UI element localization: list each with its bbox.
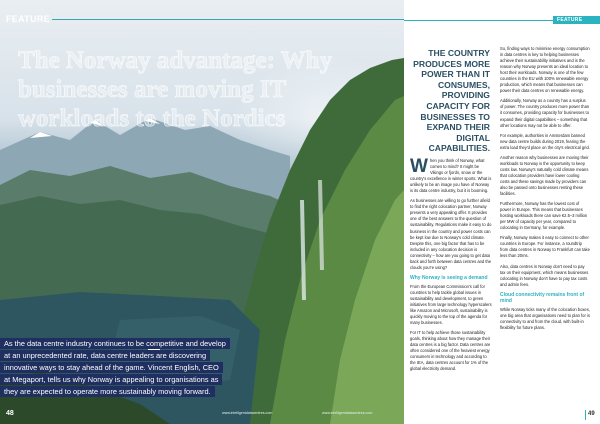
article-column-2 <box>500 46 590 335</box>
article-paragraph: For example, authorities in Amsterdam banned new data centre builds during 2019, fearing the extra load they'd place on the city's electrical grid. <box>500 132 590 150</box>
section-tag-right: FEATURE <box>553 16 600 24</box>
article-paragraph: Also, data centres in Norway don't need to pay tax on their equipment, which means businesses colocating in Norway don't have to pay tax costs and admin fees. <box>500 263 589 287</box>
footer-url-right: www.intelligentdatacentres.com <box>322 411 373 415</box>
drop-cap: W <box>410 156 428 177</box>
article-paragraph <box>410 158 493 194</box>
standfirst <box>0 338 330 398</box>
article-paragraph: As businesses are willing to go further afield to find the right colocation partner, Norway presents a very appealing offer. It provides one of the best answers to the question of sustainability. Regulations make it easy to do business in the country and power costs can be kept low due to Norway's cold climate. Despite this, one big factor that has to be included in any colocation decision is connectivity – how are you going to get data back and forth between data centres and the clouds you're using? <box>410 198 492 270</box>
article-subhead: Cloud connectivity remains front of mind <box>500 291 585 304</box>
article-paragraph: Furthermore, Norway has the lowest cost of power in Europe. This means that businesses hosting workloads there can save €2.5–3 million per MW of capacity per year, compared to colocating in Germany, for example. <box>500 201 588 231</box>
page-number-right: 49 <box>588 411 595 417</box>
standfirst-line: innovative ways to stay ahead of the game. Vincent English, CEO <box>0 362 223 373</box>
article-paragraph-text: hen you think of Norway, what comes to mind? It might be Vikings or fjords, snow or the country's excellence in winter sports. What is unlikely to be an image you have of Norway is its data centre industry, but it is booming. <box>410 158 492 194</box>
article-paragraph: Finally, Norway makes it easy to connect to other countries in Europe. For instance, a roundtrip from data centres in Norway to Frankfurt can take less than 20ms. <box>500 235 590 259</box>
article-paragraph: Another reason why businesses are moving their workloads to Norway is the opportunity to keep costs low. Norway's naturally cold climate means that colocation providers have lower cooling costs and these savings made by providers can also be passed onto businesses renting these facilities. <box>500 154 589 197</box>
article-paragraph: So, finding ways to minimise energy consumption in data centres is key to helping businesses achieve their sustainability initiatives and is the reason why Norway presents an ideal location to host their workloads. Norway is one of the few countries in the EU with 100% renewable energy production, which means that businesses can power their data centres on renewable energy. <box>500 46 590 94</box>
article-column-1 <box>410 158 493 377</box>
section-divider-right <box>404 20 553 21</box>
section-tag: FEATURE <box>6 14 50 24</box>
page-number-left: 48 <box>6 410 14 417</box>
pull-quote: THE COUNTRY PRODUCES MORE POWER THAN IT CONSUMES, PROVIDING CAPACITY FOR BUSINESSES TO EXPAND THEIR DIGITAL CAPABILITIES. <box>413 48 490 154</box>
standfirst-line: they are expected to operate more sustainably moving forward. <box>0 386 215 397</box>
page-number-divider <box>585 410 586 420</box>
footer-url-left: www.intelligentdatacentres.com <box>222 411 273 415</box>
standfirst-line: at Megaport, tells us why Norway is appealing to organisations as <box>0 374 222 385</box>
headline: The Norway advantage: Why businesses are moving IT workloads to the Nordics <box>18 47 333 132</box>
article-paragraph: For IT to help achieve those sustainability goals, thinking about how they manage their data centres is a big factor. Data centres are often considered one of the heaviest energy consumers in technology and according to the IEA, data centres account for 1% of the global electricity demand. <box>410 330 491 372</box>
article-paragraph: Additionally, Norway as a country has a surplus of power. The country produces more power than it consumes, providing capacity for businesses to expand their digital capabilities – something that other locations may not be able to offer. <box>500 98 590 128</box>
standfirst-line: at an unprecedented rate, data centre leaders are discovering <box>0 350 210 361</box>
article-subhead: Why Norway is seeing a demand <box>410 274 488 281</box>
article-paragraph: While Norway ticks many of the colocation boxes, one big area that organisations need to plan for is connectivity to and from the cloud, with built-in flexibility for future plans. <box>500 306 590 330</box>
article-paragraph: From the European Commission's call for countries to help tackle global issues in sustainability and development, to green initiatives from large technology hyperscalers like Amazon and Microsoft, sustainability is quickly moving to the top of the agenda for many businesses. <box>410 283 492 326</box>
section-divider <box>52 19 404 20</box>
standfirst-line: As the data centre industry continues to be competitive and develop <box>0 338 230 349</box>
